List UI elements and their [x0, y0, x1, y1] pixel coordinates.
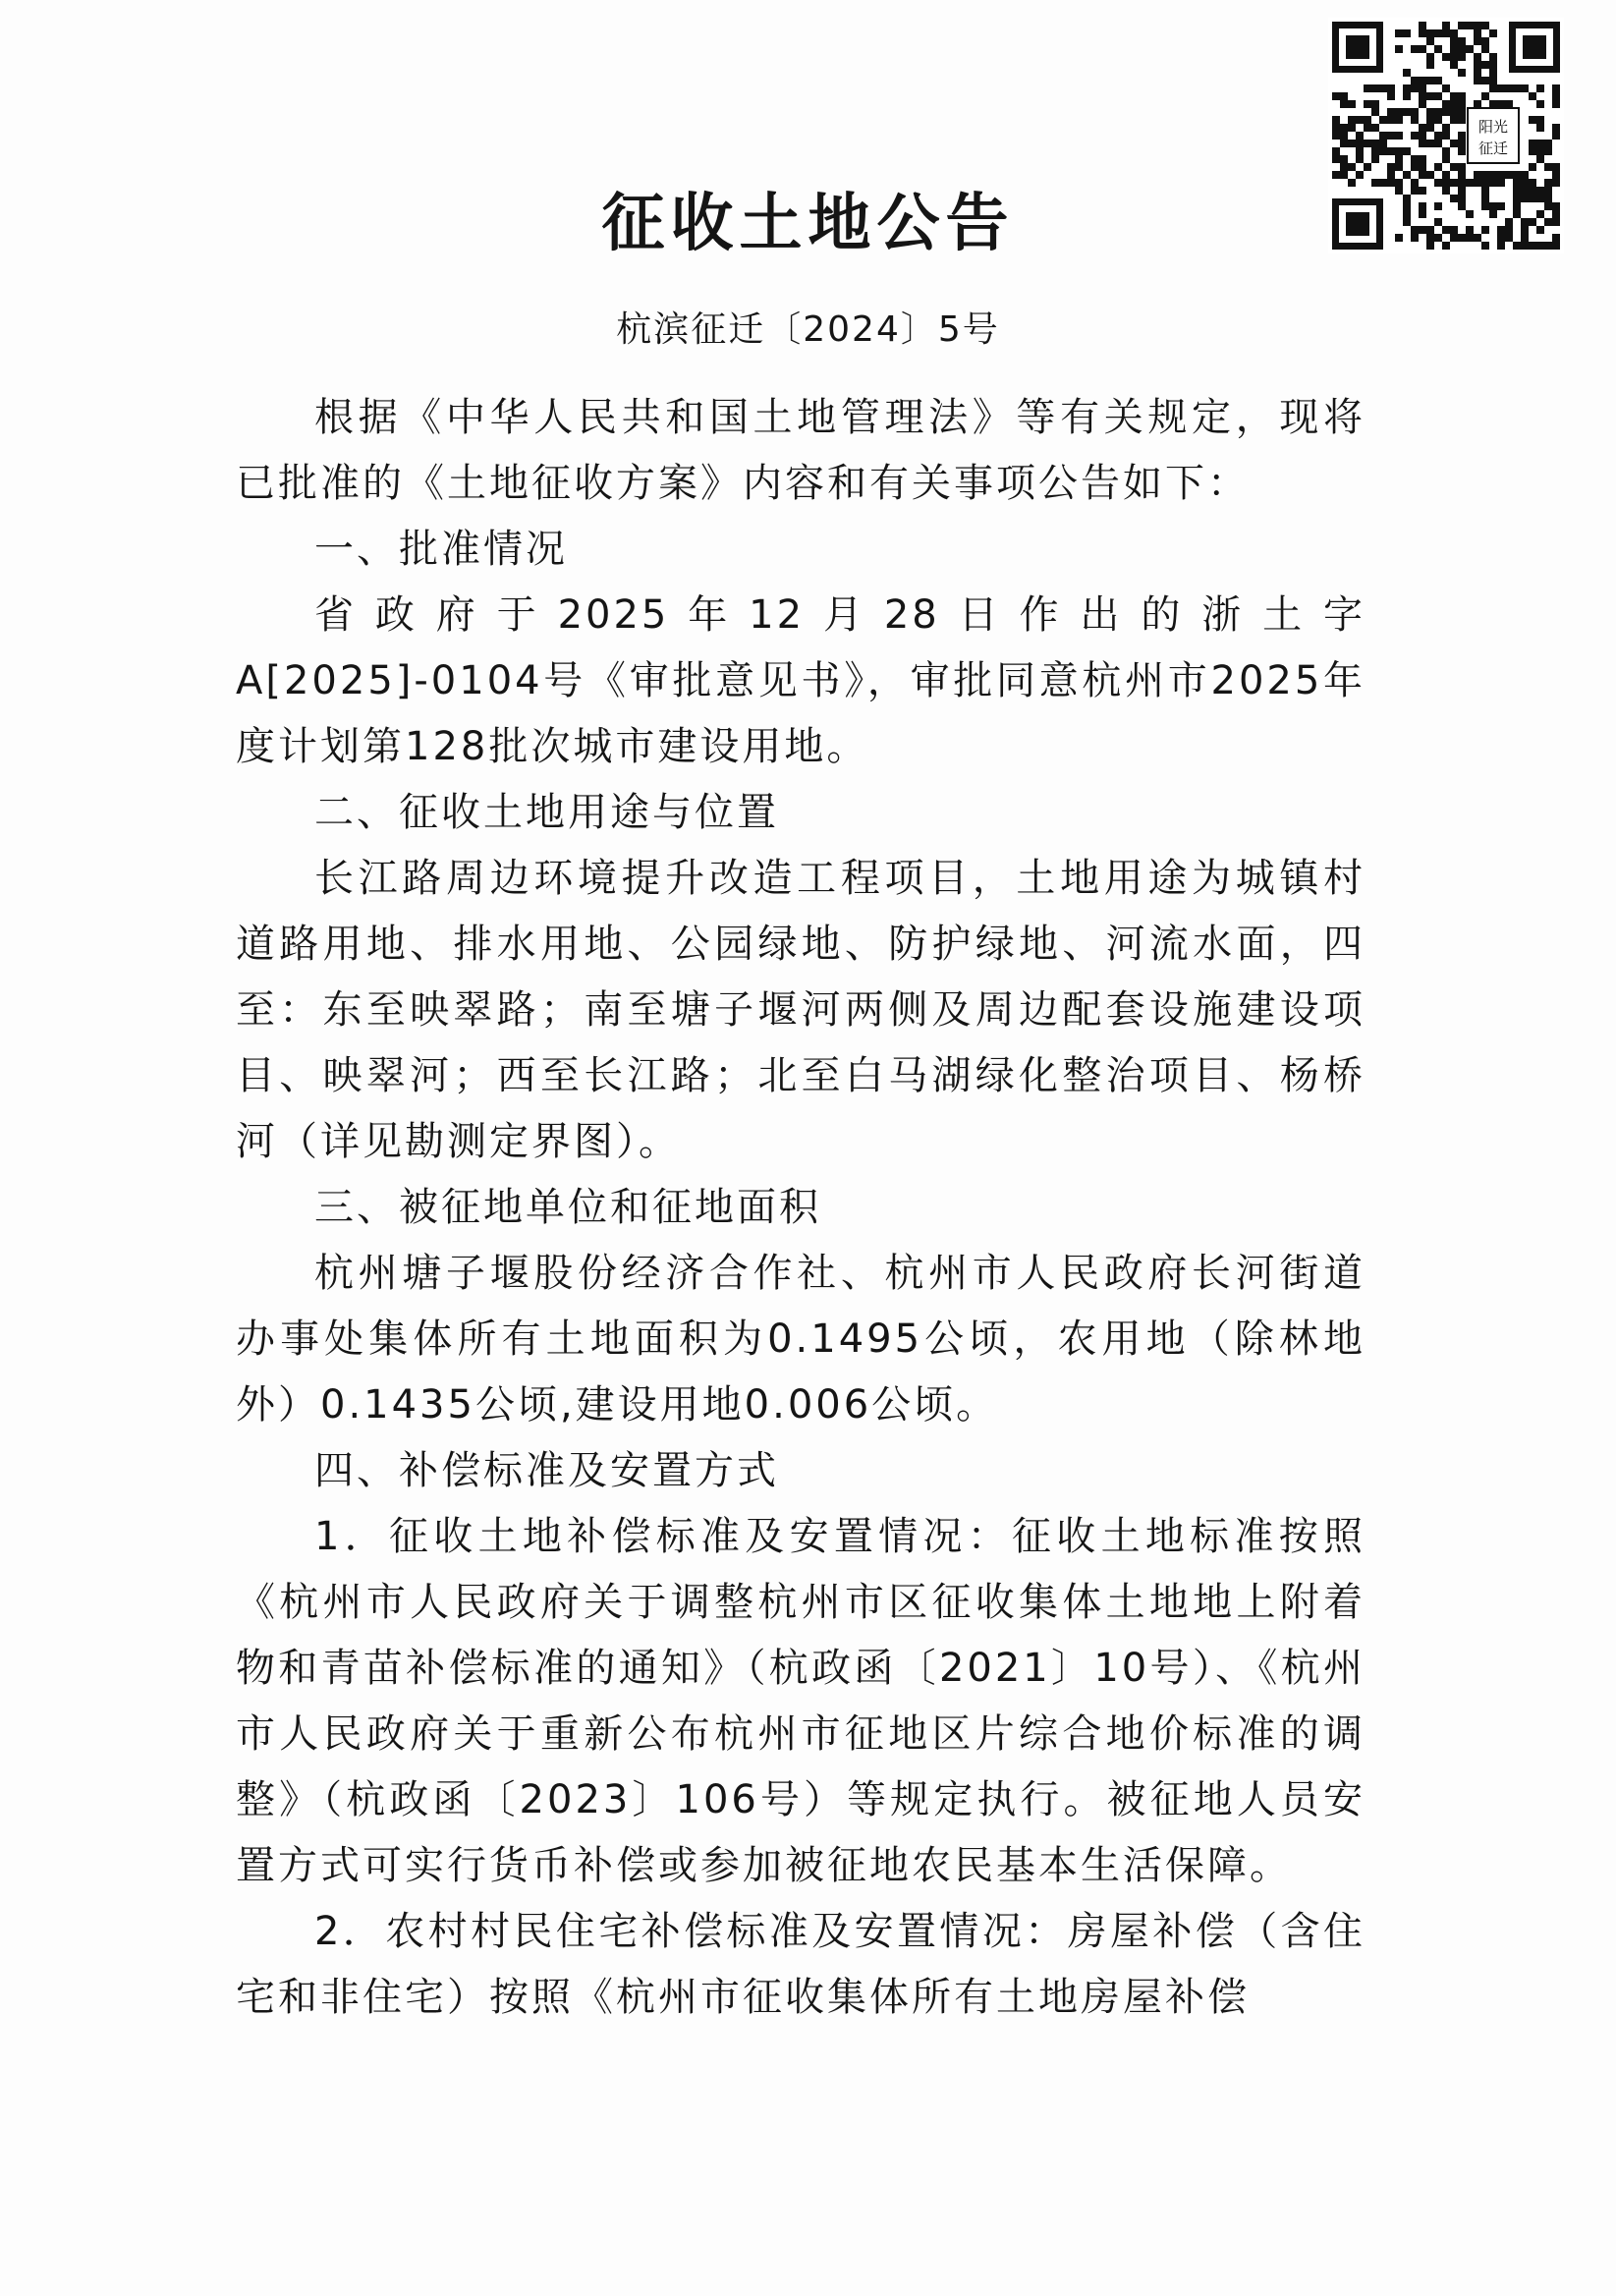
qr-module [1426, 124, 1434, 132]
body-paragraph: 根据《中华人民共和国土地管理法》等有关规定，现将已批准的《土地征收方案》内容和有关事项公告如下： [236, 395, 1365, 506]
qr-module [1364, 84, 1371, 92]
qr-module [1536, 140, 1544, 147]
body-paragraph: 2．农村村民住宅补偿标准及安置情况：房屋补偿（含住宅和非住宅）按照《杭州市征收集体所有土地房屋补偿 [236, 1909, 1365, 2020]
body-paragraph: 1．征收土地补偿标准及安置情况：征收土地标准按照《杭州市人民政府关于调整杭州市区征收集体土地地上附着物和青苗补偿标准的通知》（杭政函〔2021〕10号）、《杭州市人民政府关于重新公布杭州市征地区片综合地价标准的调整》（杭政函〔2023〕106号）等规定执行。被征地人员安置方式可实行货币补偿或参加被征地农民基本生活保障。 [236, 1514, 1365, 1888]
qr-module [1458, 69, 1466, 77]
qr-module [1529, 92, 1536, 100]
qr-module [1419, 100, 1426, 108]
qr-label-line2: 征迁 [1477, 140, 1509, 157]
qr-module [1434, 132, 1442, 140]
qr-module [1450, 45, 1458, 53]
qr-module [1332, 171, 1340, 179]
qr-module [1340, 132, 1348, 140]
qr-module [1364, 163, 1371, 171]
qr-module [1364, 124, 1371, 132]
body-paragraph: 杭州塘子堰股份经济合作社、杭州市人民政府长河街道办事处集体所有土地面积为0.1495公顷，农用地（除林地外）0.1435公顷,建设用地0.006公顷。 [236, 1251, 1365, 1428]
qr-module [1371, 140, 1379, 147]
qr-module [1387, 147, 1395, 155]
qr-module [1450, 100, 1458, 108]
qr-module [1332, 132, 1340, 140]
qr-module [1419, 155, 1426, 163]
qr-module [1481, 77, 1489, 84]
qr-module [1529, 116, 1536, 124]
qr-module [1458, 147, 1466, 155]
qr-module [1426, 171, 1434, 179]
qr-module [1395, 45, 1403, 53]
qr-module [1450, 61, 1458, 69]
qr-module [1387, 132, 1395, 140]
qr-module [1497, 171, 1505, 179]
qr-module [1411, 132, 1419, 140]
qr-module [1419, 171, 1426, 179]
qr-module [1434, 29, 1442, 37]
qr-module [1411, 45, 1419, 53]
qr-module [1450, 163, 1458, 171]
qr-module [1489, 171, 1497, 179]
qr-module [1434, 116, 1442, 124]
qr-module [1395, 116, 1403, 124]
qr-module [1474, 53, 1481, 61]
qr-module [1387, 171, 1395, 179]
qr-module [1387, 92, 1395, 100]
qr-module [1403, 147, 1411, 155]
qr-module [1340, 100, 1348, 108]
qr-module [1442, 147, 1450, 155]
qr-module [1536, 147, 1544, 155]
qr-module [1544, 163, 1552, 171]
document-number: 杭滨征迁〔2024〕5号 [616, 309, 1000, 350]
qr-module [1497, 84, 1505, 92]
qr-module [1442, 132, 1450, 140]
qr-module [1521, 171, 1529, 179]
qr-module [1395, 132, 1403, 140]
qr-module [1371, 124, 1379, 132]
qr-module [1332, 147, 1340, 155]
qr-module [1426, 29, 1434, 37]
section-heading: 二、征收土地用途与位置 [314, 790, 779, 835]
qr-module [1371, 155, 1379, 163]
qr-module [1434, 77, 1442, 84]
body-paragraph: 长江路周边环境提升改造工程项目，土地用途为城镇村道路用地、排水用地、公园绿地、防护绿地、河流水面，四至：东至映翠路；南至塘子堰河两侧及周边配套设施建设项目、映翠河；西至长江路；北至白马湖绿化整治项目、杨桥河（详见勘测定界图）。 [236, 856, 1365, 1164]
qr-label-line1: 阳光 [1477, 118, 1509, 136]
qr-module [1529, 140, 1536, 147]
qr-module [1419, 77, 1426, 84]
qr-module [1356, 171, 1364, 179]
qr-module [1364, 100, 1371, 108]
qr-module [1356, 116, 1364, 124]
qr-module [1474, 100, 1481, 108]
qr-module [1552, 84, 1560, 92]
qr-module [1348, 163, 1356, 171]
qr-module [1395, 163, 1403, 171]
section-heading: 四、补偿标准及安置方式 [314, 1448, 779, 1493]
qr-module [1340, 171, 1348, 179]
qr-module [1536, 84, 1544, 92]
qr-module [1552, 132, 1560, 140]
qr-module [1450, 116, 1458, 124]
qr-module [1458, 37, 1466, 45]
body-paragraph: 省政府于2025年12月28日作出的浙土字A[2025]-0104号《审批意见书》，审批同意杭州市2025年度计划第128批次城市建设用地。 [236, 592, 1365, 769]
qr-module [1450, 140, 1458, 147]
qr-module [1458, 163, 1466, 171]
qr-module [1419, 92, 1426, 100]
qr-module [1371, 108, 1379, 116]
qr-module [1458, 108, 1466, 116]
qr-module [1481, 45, 1489, 53]
qr-module [1419, 163, 1426, 171]
qr-module [1411, 163, 1419, 171]
qr-module [1458, 171, 1466, 179]
qr-module [1426, 53, 1434, 61]
qr-module [1497, 100, 1505, 108]
qr-module [1419, 132, 1426, 140]
qr-module [1458, 92, 1466, 100]
qr-module [1356, 132, 1364, 140]
qr-module [1505, 84, 1513, 92]
qr-module [1411, 108, 1419, 116]
qr-module [1379, 116, 1387, 124]
qr-module [1403, 84, 1411, 92]
qr-module [1371, 84, 1379, 92]
qr-module [1419, 140, 1426, 147]
qr-module [1466, 45, 1474, 53]
qr-module [1536, 124, 1544, 132]
qr-module [1340, 140, 1348, 147]
qr-module [1426, 116, 1434, 124]
qr-module [1450, 108, 1458, 116]
qr-module [1332, 92, 1340, 100]
qr-module [1348, 124, 1356, 132]
qr-module [1474, 171, 1481, 179]
qr-module [1411, 77, 1419, 84]
qr-module [1419, 124, 1426, 132]
qr-module [1450, 53, 1458, 61]
qr-module [1340, 92, 1348, 100]
qr-module [1356, 155, 1364, 163]
qr-module [1466, 22, 1474, 29]
qr-module [1481, 61, 1489, 69]
qr-module [1419, 29, 1426, 37]
qr-module [1426, 61, 1434, 69]
qr-module [1426, 77, 1434, 84]
qr-module [1442, 108, 1450, 116]
qr-module [1348, 140, 1356, 147]
qr-module [1552, 100, 1560, 108]
qr-module [1395, 147, 1403, 155]
qr-module [1442, 22, 1450, 29]
qr-module [1458, 53, 1466, 61]
qr-module [1403, 108, 1411, 116]
qr-module [1450, 29, 1458, 37]
qr-module [1442, 84, 1450, 92]
qr-module [1387, 116, 1395, 124]
qr-module [1419, 45, 1426, 53]
qr-module [1481, 22, 1489, 29]
qr-module [1434, 45, 1442, 53]
qr-module [1340, 124, 1348, 132]
qr-module [1458, 140, 1466, 147]
qr-module [1474, 69, 1481, 77]
qr-module [1474, 77, 1481, 84]
qr-module [1458, 116, 1466, 124]
qr-module [1379, 132, 1387, 140]
section-heading: 一、批准情况 [314, 527, 568, 572]
qr-module [1332, 124, 1340, 132]
qr-module [1474, 61, 1481, 69]
qr-module [1442, 155, 1450, 163]
qr-module [1529, 147, 1536, 155]
qr-module [1450, 37, 1458, 45]
qr-module [1419, 22, 1426, 29]
qr-module [1552, 92, 1560, 100]
qr-module [1387, 84, 1395, 92]
qr-module [1489, 61, 1497, 69]
qr-module [1458, 100, 1466, 108]
qr-module [1403, 69, 1411, 77]
section-heading: 三、被征地单位和征地面积 [314, 1185, 821, 1230]
qr-module [1481, 37, 1489, 45]
qr-module [1489, 53, 1497, 61]
qr-module [1379, 84, 1387, 92]
qr-module [1364, 140, 1371, 147]
qr-module [1426, 140, 1434, 147]
qr-module [1536, 155, 1544, 163]
qr-module [1474, 22, 1481, 29]
qr-module [1450, 92, 1458, 100]
qr-module [1426, 92, 1434, 100]
qr-module [1356, 147, 1364, 155]
qr-module [1411, 155, 1419, 163]
qr-module [1403, 29, 1411, 37]
document-body [236, 385, 1365, 2031]
qr-module [1458, 22, 1466, 29]
qr-module [1434, 163, 1442, 171]
qr-module [1521, 84, 1529, 92]
qr-module [1489, 77, 1497, 84]
qr-module [1379, 140, 1387, 147]
qr-module [1489, 84, 1497, 92]
qr-module [1379, 147, 1387, 155]
qr-module [1505, 171, 1513, 179]
qr-module [1371, 147, 1379, 155]
qr-module [1552, 163, 1560, 171]
qr-module [1411, 116, 1419, 124]
qr-module [1489, 100, 1497, 108]
qr-module [1348, 116, 1356, 124]
qr-module [1395, 155, 1403, 163]
qr-module [1332, 116, 1340, 124]
qr-module [1474, 29, 1481, 37]
qr-module [1544, 147, 1552, 155]
qr-module [1403, 92, 1411, 100]
qr-module [1332, 155, 1340, 163]
qr-module [1395, 29, 1403, 37]
qr-module [1458, 132, 1466, 140]
qr-module [1426, 37, 1434, 45]
qr-module [1442, 53, 1450, 61]
qr-module [1544, 140, 1552, 147]
qr-module [1458, 45, 1466, 53]
qr-module [1387, 163, 1395, 171]
qr-module [1513, 171, 1521, 179]
qr-module [1434, 92, 1442, 100]
qr-module [1442, 100, 1450, 108]
qr-module [1364, 116, 1371, 124]
qr-module [1356, 140, 1364, 147]
qr-module [1513, 84, 1521, 92]
qr-module [1536, 100, 1544, 108]
qr-module [1505, 100, 1513, 108]
qr-module [1434, 140, 1442, 147]
qr-module [1426, 108, 1434, 116]
qr-module [1552, 171, 1560, 179]
qr-module [1552, 124, 1560, 132]
qr-module [1481, 171, 1489, 179]
qr-module [1529, 163, 1536, 171]
qr-module [1340, 163, 1348, 171]
qr-module [1442, 29, 1450, 37]
qr-module [1474, 37, 1481, 45]
qr-module [1419, 84, 1426, 92]
qr-module [1434, 108, 1442, 116]
qr-module [1371, 100, 1379, 108]
qr-module [1340, 155, 1348, 163]
qr-module [1395, 108, 1403, 116]
qr-module [1489, 29, 1497, 37]
qr-module [1489, 69, 1497, 77]
qr-module [1387, 108, 1395, 116]
qr-module [1442, 171, 1450, 179]
document-title: 征收土地公告 [601, 187, 1015, 260]
qr-module [1411, 84, 1419, 92]
qr-module [1536, 116, 1544, 124]
qr-module [1403, 171, 1411, 179]
qr-module [1348, 100, 1356, 108]
qr-module [1481, 92, 1489, 100]
qr-module [1442, 124, 1450, 132]
